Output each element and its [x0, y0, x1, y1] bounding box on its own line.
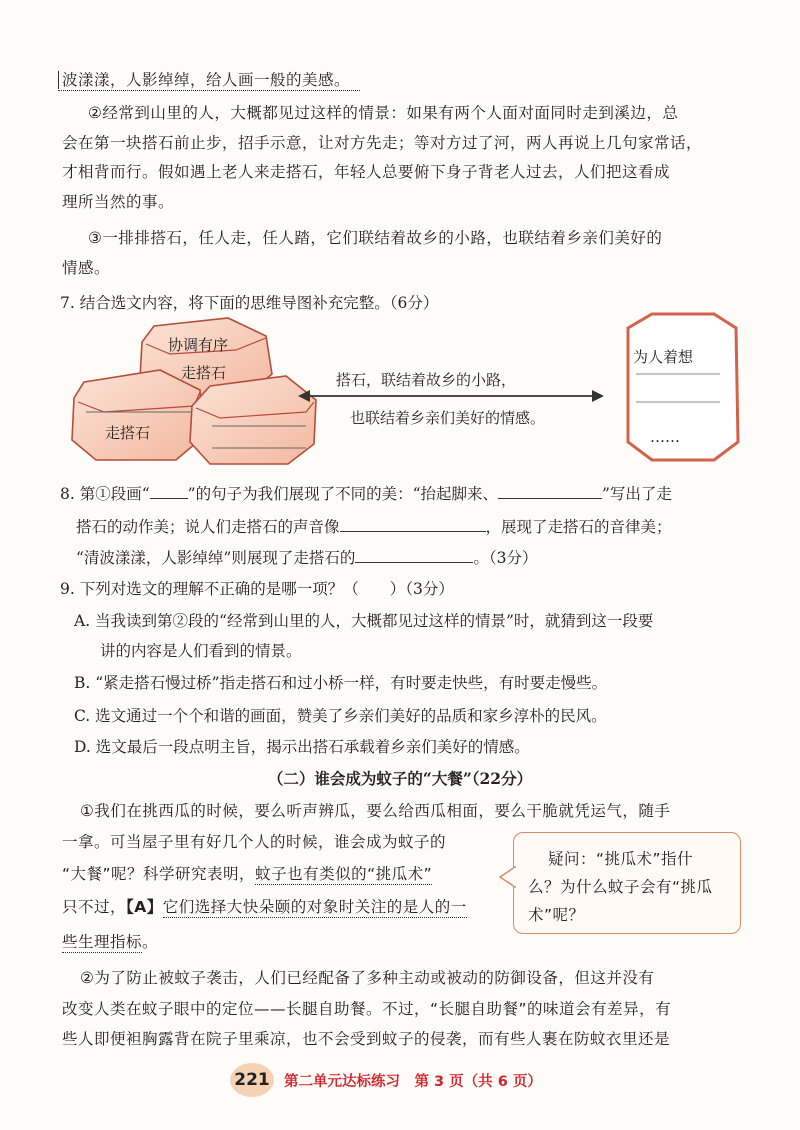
stone-top-label1: 协调有序 — [168, 336, 229, 354]
q8-blank1[interactable] — [150, 484, 188, 499]
q8-line3: “清波漾漾，人影绰绰”则展现了走搭石的 。（3分） — [76, 549, 538, 567]
q8-blank4[interactable] — [355, 548, 473, 563]
para2-line4: 理所当然的事。 — [62, 193, 175, 211]
stone-top-label2: 走搭石 — [181, 364, 227, 382]
q9-option-a: A. 当我读到第②段的“经常到山里的人，大概都见过这样的情景”时，就猜到这一段要 — [74, 612, 654, 630]
octagon-dots: …… — [650, 428, 680, 446]
para3-line2: 情感。 — [62, 259, 111, 277]
callout-line1: 疑问：“挑瓜术”指什 — [548, 850, 694, 868]
arrow-label1: 搭石，联结着故乡的小路， — [336, 371, 517, 389]
p1-line3: “大餐”呢？科学研究表明，蚊子也有类似的“挑瓜术” — [62, 865, 433, 883]
p2-line2: 改变人类在蚊子眼中的定位——长腿自助餐。不过，“长腿自助餐”的味道会有差异，有 — [62, 1000, 672, 1018]
arrow-label2: 也联结着乡亲们美好的情感。 — [350, 409, 546, 427]
passage-top-line: 波漾漾，人影绰绰，给人画一般的美感。 — [58, 68, 350, 90]
stone-left-label: 走搭石 — [105, 424, 151, 442]
q9-option-c: C. 选文通过一个个和谐的画面，赞美了乡亲们美好的品质和家乡淳朴的民风。 — [74, 707, 607, 725]
para2-line1: ②经常到山里的人，大概都见过这样的情景：如果有两个人面对面同时走到溪边，总 — [88, 104, 679, 122]
q8-line1: 8. 第①段画“ ”的句子为我们展现了不同的美：“抬起脚来、 ”写出了走 — [60, 485, 672, 503]
wavy-underline — [58, 90, 360, 91]
stone-left-shape — [72, 370, 202, 460]
callout-line3: 术”呢？ — [528, 906, 585, 924]
callout-line2: 么？为什么蚊子会有“挑瓜 — [528, 878, 713, 896]
stone-right-shape — [190, 376, 316, 464]
q8-line2: 搭石的动作美；说人们走搭石的声音像 ，展现了走搭石的音律美； — [76, 518, 672, 536]
p1-line1: ①我们在挑西瓜的时候，要么听声辨瓜，要么给西瓜相面，要么干脆就凭运气，随手 — [80, 802, 671, 820]
page-number: 221 — [230, 1063, 274, 1097]
q9-option-a-cont: 讲的内容是人们看到的情景。 — [100, 642, 302, 660]
para2-line3: 才相背而行。假如遇上老人来走搭石，年轻人总要俯下身子背老人过去，人们把这看成 — [62, 163, 671, 181]
p2-line1: ②为了防止被蚊子袭击，人们已经配备了多种主动或被动的防御设备，但这并没有 — [80, 969, 655, 987]
p1-line2: 一拿。可当屋子里有好几个人的时候，谁会成为蚊子的 — [62, 833, 447, 851]
q8-blank2[interactable] — [498, 484, 602, 499]
q9-option-d: D. 选文最后一段点明主旨，揭示出搭石承载着乡亲们美好的情感。 — [74, 738, 530, 756]
para3-line1: ③一排排搭石，任人走，任人踏，它们联结着故乡的小路，也联结着乡亲们美好的 — [88, 229, 663, 247]
p1-line5: 些生理指标。 — [62, 933, 159, 951]
octagon-box — [628, 314, 738, 460]
q7-text: 7. 结合选文内容，将下面的思维导图补充完整。（6分） — [60, 294, 439, 312]
q9-option-b: B. “紧走搭石慢过桥”指走搭石和过小桥一样，有时要走快些，有时要走慢些。 — [74, 674, 608, 692]
mind-map-diagram — [60, 310, 740, 470]
question-callout — [513, 832, 741, 934]
passage2-title: （二）谁会成为蚊子的“大餐”（22分） — [267, 769, 533, 788]
p2-line3: 些人即便袒胸露背在院子里乘凉，也不会受到蚊子的侵袭，而有些人裹在防蚊衣里还是 — [62, 1030, 671, 1048]
footer-text: 第二单元达标练习 第 3 页（共 6 页） — [284, 1074, 542, 1090]
p1-line4: 只不过，【A】它们选择大快朵颐的对象时关注的是人的一 — [62, 898, 467, 916]
q8-blank3[interactable] — [340, 517, 486, 532]
octagon-title: 为人着想 — [633, 348, 694, 366]
q9-stem: 9. 下列对选文的理解不正确的是哪一项？（ ）（3分） — [60, 580, 454, 598]
para2-line2: 会在第一块搭石前止步，招手示意，让对方先走；等对方过了河，两人再说上几句家常话， — [62, 134, 703, 152]
